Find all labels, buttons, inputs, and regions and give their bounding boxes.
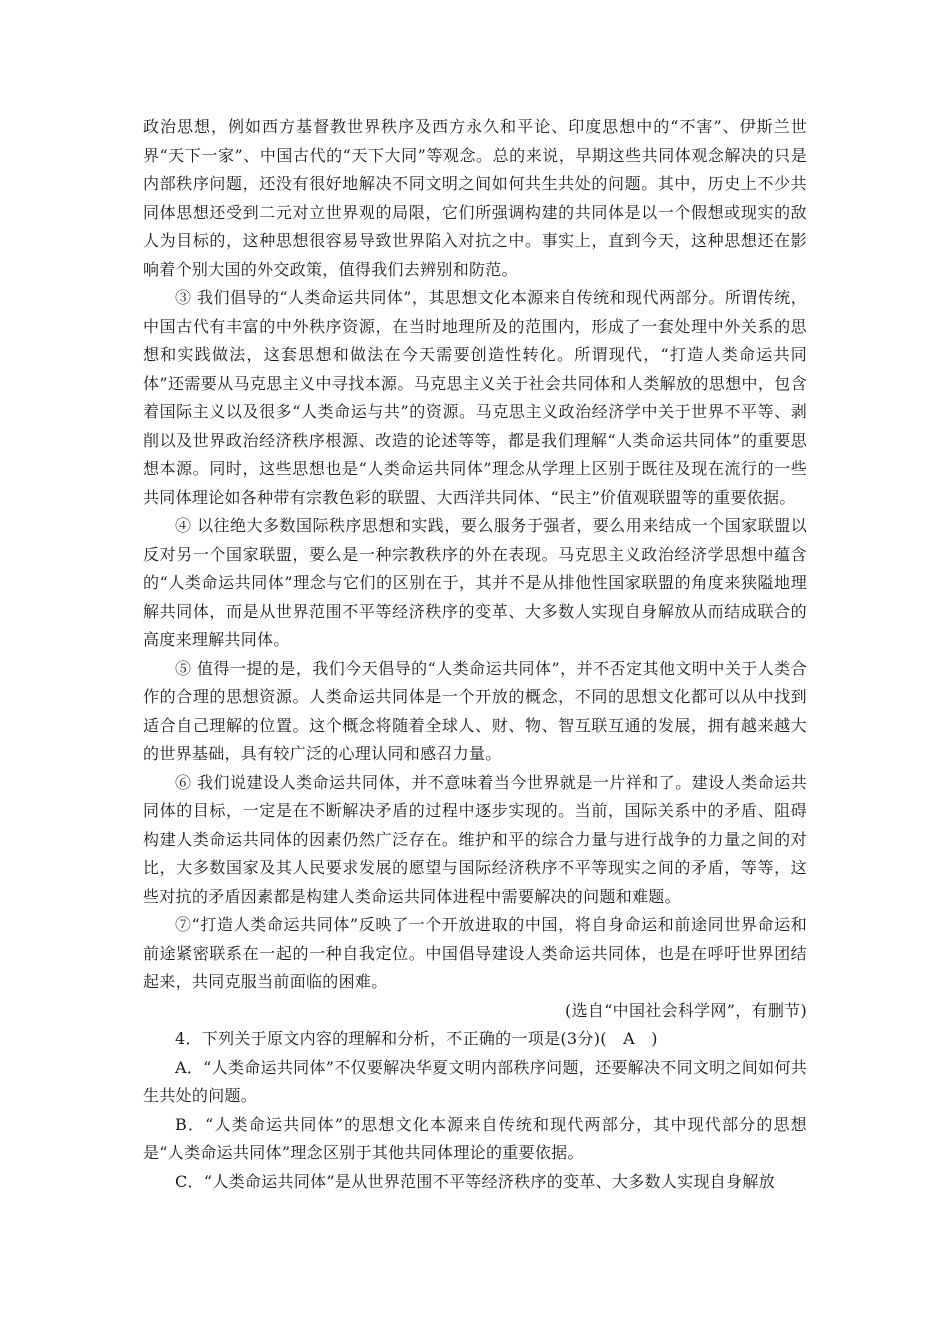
paragraph-6: ⑥ 我们说建设人类命运共同体，并不意味着当今世界就是一片祥和了。建设人类命运共同体的目标，一定是在不断解决矛盾的过程中逐步实现的。当前，国际关系中的矛盾、阻碍构建人类命运共同体的因素仍然广泛存在。维护和平的综合力量与进行战争的力量之间的对比，大多数国家及其人民要求发展的愿望与国际经济秩序不平等现实之间的矛盾，等等，这些对抗的矛盾因素都是构建人类命运共同体进程中需要解决的问题和难题。 [143,772,807,906]
paragraph-4: ④ 以往绝大多数国际秩序思想和实践，要么服务于强者，要么用来结成一个国家联盟以反对另一个国家联盟，要么是一种宗教秩序的外在表现。马克思主义政治经济学思想中蕴含的“人类命运共同体”理念与它们的区别在于，其并不是从排他性国家联盟的角度来狭隘地理解共同体，而是从世界范围不平等经济秩序的变革、大多数人实现自身解放从而结成联合的高度来理解共同体。 [143,516,807,649]
paragraph-5: ⑤ 值得一提的是，我们今天倡导的“人类命运共同体”，并不否定其他文明中关于人类合作的合理的思想资源。人类命运共同体是一个开放的概念，不同的思想文化都可以从中找到适合自己理解的位置。这个概念将随着全球人、财、物、智互联互通的发展，拥有越来越大的世界基础，具有较广泛的心理认同和感召力量。 [143,658,807,763]
paragraph-3: ③ 我们倡导的“人类命运共同体”，其思想文化本源来自传统和现代两部分。所谓传统，中国古代有丰富的中外秩序资源，在当时地理所及的范围内，形成了一套处理中外关系的思想和实践做法，这套思想和做法在今天需要创造性转化。所谓现代，“打造人类命运共同体”还需要从马克思主义中寻找本源。马克思主义关于社会共同体和人类解放的思想中，包含着国际主义以及很多“人类命运与共”的资源。马克思主义政治经济学中关于世界不平等、剥削以及世界政治经济秩序根源、改造的论述等等，都是我们理解“人类命运共同体”的重要思想本源。同时，这些思想也是“人类命运共同体”理念从学理上区别于既往及现在流行的一些共同体理论如各种带有宗教色彩的联盟、大西洋共同体、“民主”价值观联盟等的重要依据。 [143,288,807,507]
source-citation: (选自“中国社会科学网”，有删节) [565,1000,807,1020]
question-option-c: C．“人类命运共同体”是从世界范围不平等经济秩序的变革、大多数人实现自身解放 [175,1171,776,1191]
paragraph-continuation: 政治思想，例如西方基督教世界秩序及西方永久和平论、印度思想中的“不害”、伊斯兰世界“天下一家”、中国古代的“天下大同”等观念。总的来说，早期这些共同体观念解决的只是内部秩序问题，还没有很好地解决不同文明之间如何共生共处的问题。其中，历史上不少共同体思想还受到二元对立世界观的局限，它们所强调构建的共同体是以一个假想或现实的敌人为目标的，这种思想很容易导致世界陷入对抗之中。事实上，直到今天，这种思想还在影响着个别大国的外交政策，值得我们去辨别和防范。 [143,117,807,279]
document-body [143,113,807,1196]
question-stem: 4．下列关于原文内容的理解和分析，不正确的一项是(3分)( A ) [175,1029,658,1048]
question-option-a: A．“人类命运共同体”不仅要解决华夏文明内部秩序问题，还要解决不同文明之间如何共生共处的问题。 [143,1057,807,1105]
question-option-b: B．“人类命运共同体”的思想文化本源来自传统和现代两部分，其中现代部分的思想是“人类命运共同体”理念区别于其他共同体理论的重要依据。 [143,1114,807,1162]
paragraph-7: ⑦“打造人类命运共同体”反映了一个开放进取的中国，将自身命运和前途同世界命运和前途紧密联系在一起的一种自我定位。中国倡导建设人类命运共同体，也是在呼吁世界团结起来，共同克服当前面临的困难。 [143,915,807,991]
